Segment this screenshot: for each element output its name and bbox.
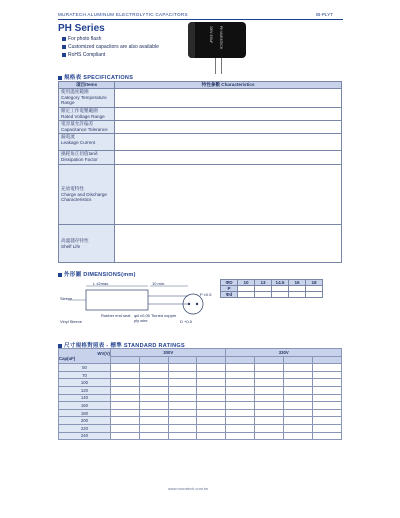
spec-row: 漏電流 Leakage Current	[59, 134, 342, 151]
spec-row: 高溫儲存特性 Shelf Life	[59, 225, 342, 263]
spec-row: 損耗角正切值tanδ Dissipation Factor	[59, 151, 342, 165]
table-row: 180	[59, 409, 342, 417]
specifications-table	[58, 81, 342, 263]
photo-text: 330V 330uF	[209, 26, 213, 44]
ratings-corner: WV(V) Cap(uF)	[59, 349, 111, 364]
table-row: 160	[59, 402, 342, 410]
dimension-table: ΦD 10 13 14.5 16 18 P Φd	[220, 279, 323, 298]
dim-rubber-label: Rubber end seal	[101, 313, 131, 318]
lead-wire	[215, 58, 216, 74]
spec-row: 充放電特性 Charge and Discharge Characteristics	[59, 165, 342, 225]
specifications-title: 規格表 SPECIFICATIONS	[58, 73, 133, 81]
table-row: 200	[59, 417, 342, 425]
col-group-330v: 330V	[226, 349, 342, 357]
dim-length-label: L ±2max.	[93, 281, 110, 286]
capacitor-photo: 330V 330uF PH MURATECH	[188, 22, 246, 58]
brand-header: MURATECH ALUMINUM ELECTROLYTIC CAPACITORS	[58, 12, 188, 17]
dimensions-title: 外形圖 DIMENSIONS(mm)	[58, 270, 136, 278]
feature-item: For photo flash	[62, 36, 159, 42]
spec-header-items: 項目Items	[59, 82, 115, 89]
table-row: 70	[59, 371, 342, 379]
header-rule	[58, 19, 343, 20]
table-row: 100	[59, 379, 342, 387]
ratings-table	[58, 348, 342, 440]
lead-wire	[221, 58, 222, 74]
feature-list	[62, 36, 159, 58]
feature-item: RoHS Compliant	[62, 52, 159, 58]
feature-item: Customized capacitors are also available	[62, 44, 159, 50]
header-code: IB-PLYT	[316, 12, 334, 17]
table-row: 220	[59, 424, 342, 432]
ratings-title: 尺寸規格對照表 - 標準 STANDARD RATINGS	[58, 341, 185, 349]
table-row: 240	[59, 432, 342, 440]
table-row: 120	[59, 386, 342, 394]
spec-row: 額定工作電壓範圍 Rated Voltage Range	[59, 108, 342, 121]
table-row: 140	[59, 394, 342, 402]
dim-pitch-label: P ±0.5	[200, 292, 212, 297]
table-row: 50	[59, 364, 342, 372]
col-group-300v: 300V	[111, 349, 226, 357]
dim-vent-label: Vinyl Sleeve	[60, 319, 82, 324]
spec-row: 使用溫度範圍 Category Temperature Range	[59, 89, 342, 108]
spec-row: 電容量允許偏差 Capacitance Tolerance	[59, 121, 342, 134]
dim-dia-label: D +0.5	[180, 319, 192, 324]
dim-lead-label: 10 min.	[152, 281, 166, 286]
series-title: PH Series	[58, 23, 105, 34]
spec-header-characteristics: 特性參數 Characteristics	[115, 82, 342, 89]
dim-sleeve-label: Sleeve	[60, 296, 73, 301]
footer-text: www.muratech.com.tw	[168, 486, 209, 491]
dim-wire-label: φd ±0.05 Tinned copper ply wire	[134, 313, 177, 323]
